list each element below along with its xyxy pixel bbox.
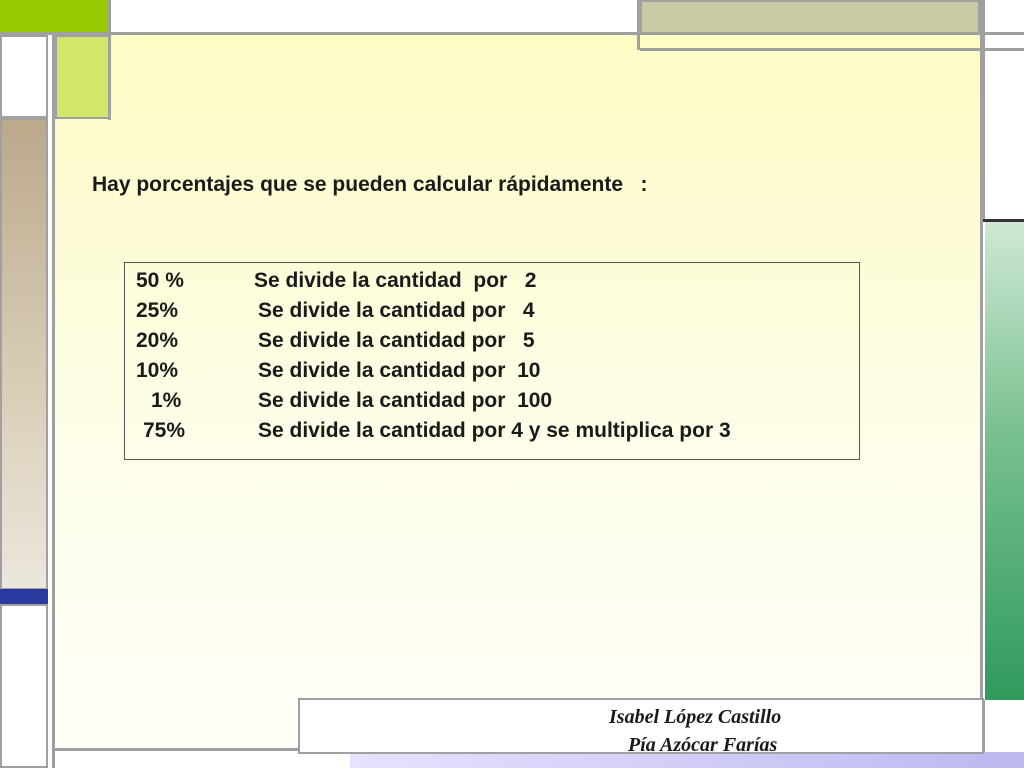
slide-heading: Hay porcentajes que se pueden calcular rápidamente : bbox=[92, 173, 648, 196]
table-row bbox=[125, 269, 537, 299]
author-name-1: Isabel López Castillo bbox=[609, 706, 782, 728]
percent-label: 75% bbox=[143, 419, 186, 442]
table-row bbox=[125, 389, 553, 419]
grid-line-top bbox=[0, 32, 1024, 35]
decor-lime-block bbox=[55, 35, 111, 119]
percent-label: 10% bbox=[136, 359, 179, 382]
percent-label: 50 % bbox=[136, 269, 184, 292]
author-name-2: Pía Azócar Farías bbox=[628, 734, 778, 756]
decor-khaki-block bbox=[640, 0, 980, 34]
decor-white-block bbox=[0, 35, 48, 118]
grid-line-left bbox=[52, 33, 55, 768]
decor-blue-block bbox=[0, 589, 48, 604]
table-row bbox=[125, 299, 535, 329]
table-row bbox=[125, 419, 731, 449]
rule-text: Se divide la cantidad por 5 bbox=[258, 329, 535, 352]
grid-line-lime-v bbox=[108, 0, 111, 120]
grid-line-right bbox=[980, 0, 983, 768]
rule-text: Se divide la cantidad por 100 bbox=[258, 389, 553, 412]
percent-table bbox=[124, 262, 860, 460]
decor-green-block bbox=[0, 0, 110, 33]
percent-label: 20% bbox=[136, 329, 179, 352]
percent-label: 25% bbox=[136, 299, 179, 322]
rule-text: Se divide la cantidad por 4 bbox=[258, 299, 535, 322]
table-row bbox=[125, 329, 535, 359]
decor-tan-block bbox=[0, 118, 48, 590]
decor-right-green-block bbox=[985, 222, 1024, 700]
table-row bbox=[125, 359, 541, 389]
rule-text: Se divide la cantidad por 10 bbox=[258, 359, 541, 382]
grid-line-top-right bbox=[640, 48, 980, 51]
percent-label: 1% bbox=[151, 389, 182, 412]
grid-line-right-small bbox=[983, 48, 1024, 51]
rule-text: Se divide la cantidad por 4 y se multiplica por 3 bbox=[258, 419, 731, 442]
grid-line-top-right-v bbox=[637, 0, 640, 50]
rule-text: Se divide la cantidad por 2 bbox=[254, 269, 537, 292]
decor-white-block-bottom bbox=[0, 604, 48, 768]
